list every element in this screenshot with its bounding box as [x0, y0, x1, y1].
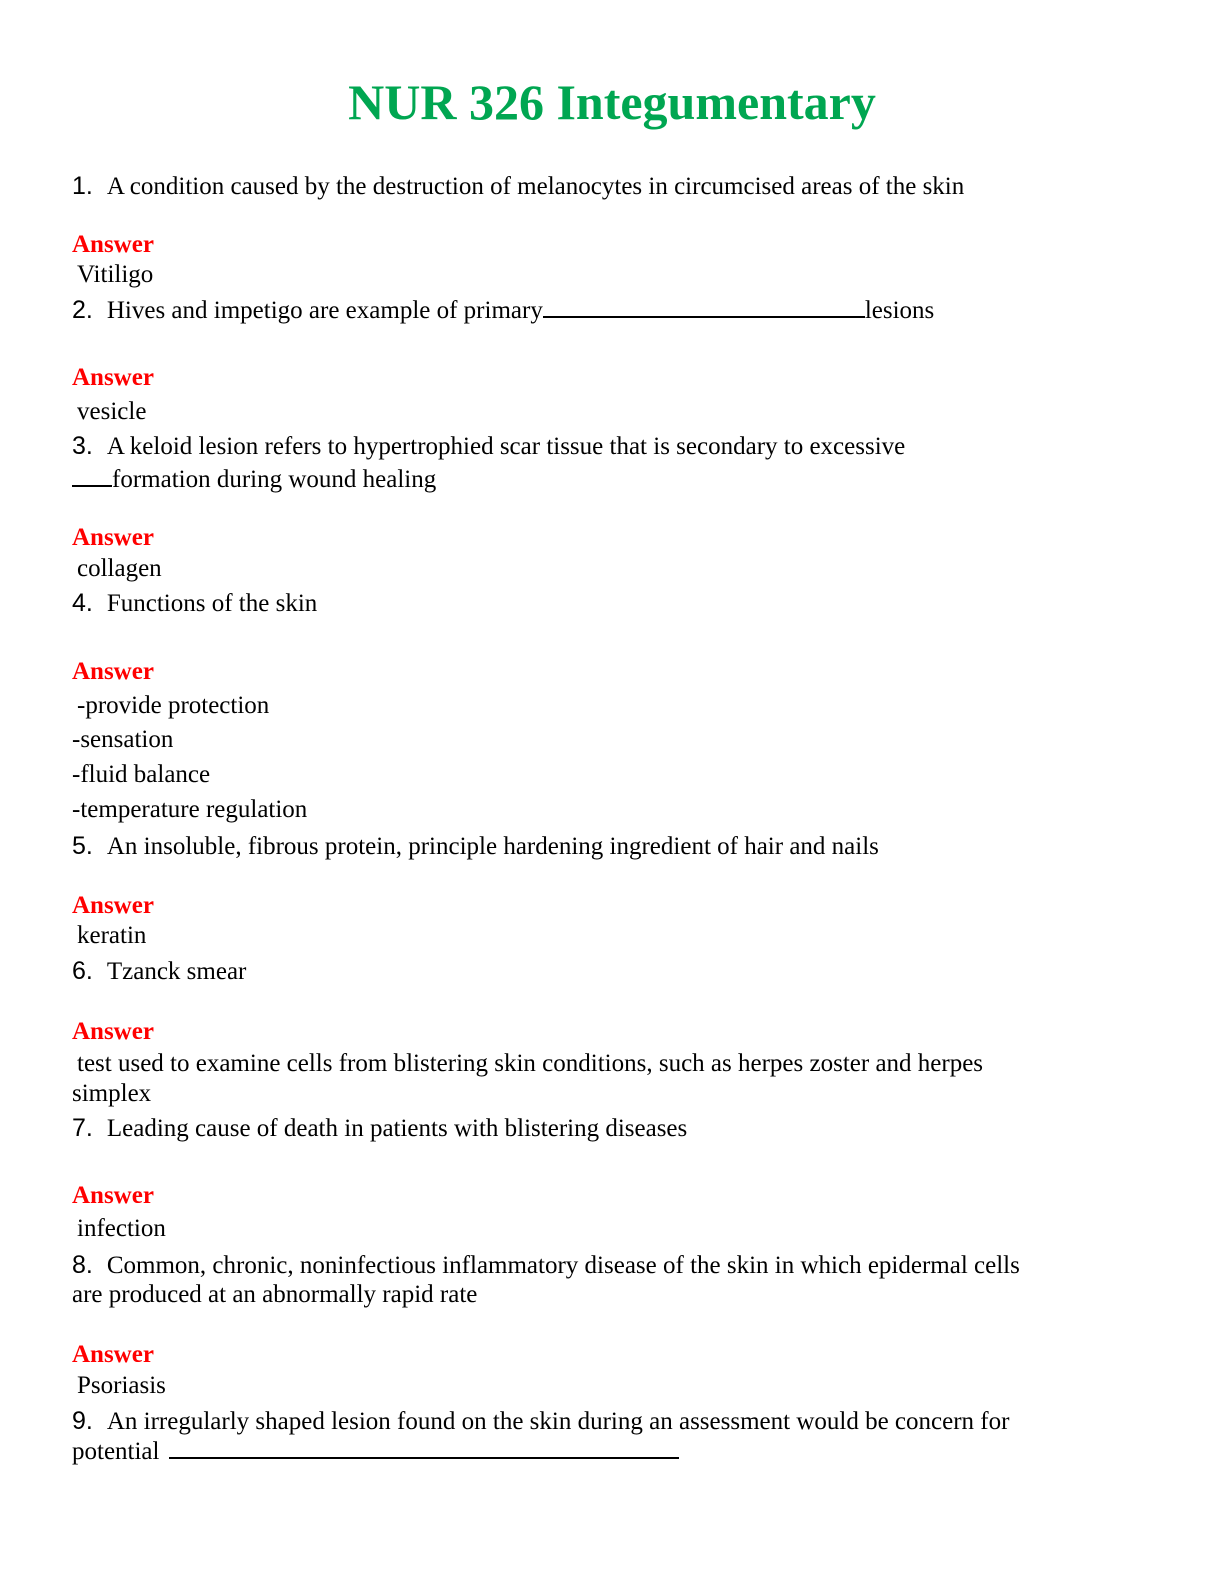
fill-in-blank	[169, 1456, 679, 1459]
question-2	[72, 295, 1152, 326]
question-number: 1.	[72, 172, 93, 200]
question-number: 6.	[72, 957, 93, 985]
question-number: 4.	[72, 589, 93, 617]
question-text-line-2: formation during wound healing	[112, 466, 437, 493]
question-text: Common, chronic, noninfectious inflammatory disease of the skin in which epidermal cells	[106, 1252, 1020, 1279]
question-9-line-2	[72, 1437, 1152, 1467]
answer-label: Answer	[72, 1018, 154, 1045]
question-text: A condition caused by the destruction of melanocytes in circumcised areas of the skin	[106, 173, 965, 200]
question-3-line-2	[72, 465, 1152, 495]
question-number: 3.	[72, 432, 93, 460]
answer-text: Psoriasis	[77, 1372, 166, 1399]
answer-text: simplex	[72, 1080, 152, 1107]
answer-text: collagen	[77, 555, 162, 582]
answer-label: Answer	[72, 892, 154, 919]
answer-text: test used to examine cells from blistering skin conditions, such as herpes zoster and herpes	[77, 1050, 984, 1077]
fill-in-blank	[543, 315, 865, 318]
question-text-line-2: potential	[72, 1438, 160, 1465]
question-8	[72, 1250, 1152, 1281]
question-text: Tzanck smear	[106, 958, 247, 985]
question-text: Functions of the skin	[106, 590, 318, 617]
answer-text: infection	[77, 1215, 166, 1242]
answer-label: Answer	[72, 231, 154, 258]
question-3	[72, 431, 1152, 462]
answer-text: -temperature regulation	[72, 796, 308, 823]
answer-text: Vitiligo	[77, 261, 154, 288]
question-text: A keloid lesion refers to hypertrophied scar tissue that is secondary to excessive	[106, 433, 906, 460]
answer-label: Answer	[72, 1182, 154, 1209]
question-number: 2.	[72, 296, 93, 324]
question-7	[72, 1113, 1152, 1144]
question-1	[72, 171, 1152, 202]
answer-label: Answer	[72, 524, 154, 551]
question-number: 9.	[72, 1407, 93, 1435]
question-text: Leading cause of death in patients with blistering diseases	[106, 1115, 688, 1142]
question-text: An irregularly shaped lesion found on the skin during an assessment would be concern for	[106, 1408, 1010, 1435]
answer-text: -provide protection	[77, 692, 270, 719]
answer-text: vesicle	[77, 398, 147, 425]
answer-text: keratin	[77, 922, 147, 949]
question-4	[72, 588, 1152, 619]
fill-in-blank	[72, 484, 112, 487]
question-text-after: lesions	[864, 297, 935, 324]
question-text: Hives and impetigo are example of primary	[106, 297, 543, 324]
question-9	[72, 1406, 1152, 1437]
question-6	[72, 956, 1152, 987]
answer-text: -fluid balance	[72, 761, 211, 788]
answer-label: Answer	[72, 364, 154, 391]
question-number: 7.	[72, 1114, 93, 1142]
question-5	[72, 831, 1152, 862]
question-text-line-2: are produced at an abnormally rapid rate	[72, 1281, 478, 1308]
answer-label: Answer	[72, 658, 154, 685]
page-title: NUR 326 Integumentary	[348, 74, 876, 130]
question-number: 8.	[72, 1251, 93, 1279]
question-number: 5.	[72, 832, 93, 860]
question-8-line-2	[72, 1280, 1152, 1310]
answer-label: Answer	[72, 1341, 154, 1368]
answer-text: -sensation	[72, 726, 174, 753]
question-text: An insoluble, fibrous protein, principle hardening ingredient of hair and nails	[106, 833, 879, 860]
